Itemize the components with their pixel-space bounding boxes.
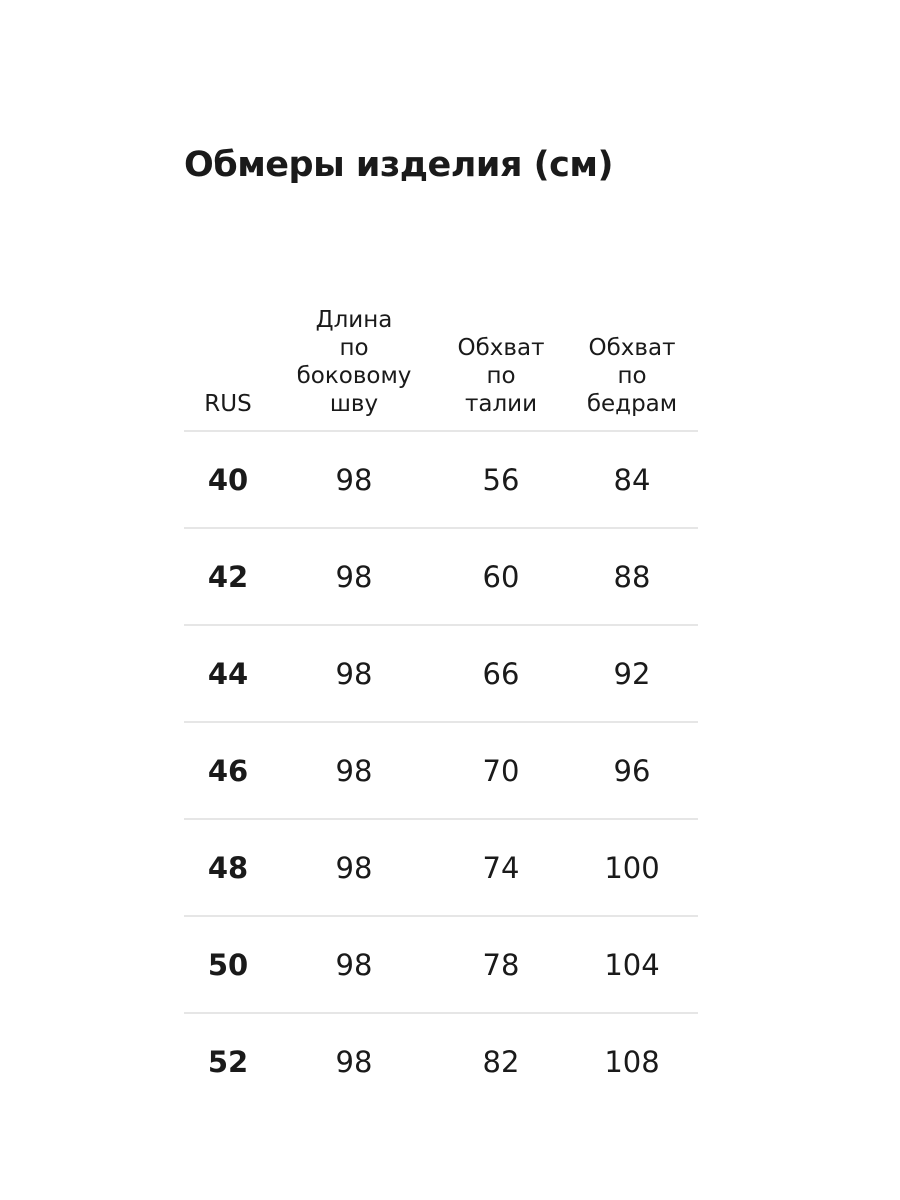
header-rus-line: RUS [204, 391, 252, 417]
header-waist-line-3: талии [464, 391, 538, 417]
side-seam-cell: 98 [272, 431, 436, 528]
side-seam-cell: 98 [272, 625, 436, 722]
header-hips-line-1: Обхват [588, 335, 676, 361]
header-hips [566, 270, 698, 431]
side-seam-cell: 98 [272, 722, 436, 819]
header-waist [436, 270, 566, 431]
table-row [184, 722, 698, 819]
header-waist-line-1: Обхват [457, 335, 545, 361]
table-header [184, 270, 698, 431]
hips-cell: 100 [566, 819, 698, 916]
header-side-seam-line-4: шву [329, 391, 379, 417]
header-hips-line-3: бедрам [586, 391, 678, 417]
size-cell: 48 [184, 819, 272, 916]
hips-cell: 108 [604, 1044, 660, 1079]
page-title: Обмеры изделия (см) [184, 145, 613, 186]
size-chart-table [184, 270, 698, 1109]
size-cell: 52 [207, 1044, 249, 1079]
table-row [184, 916, 698, 1013]
hips-cell: 92 [566, 625, 698, 722]
hips-cell: 88 [566, 528, 698, 625]
waist-cell: 56 [436, 431, 566, 528]
hips-cell: 96 [566, 722, 698, 819]
header-hips-line-2: по [617, 363, 647, 389]
side-seam-cell: 98 [335, 1044, 373, 1079]
header-row [184, 270, 698, 431]
table-row [184, 1013, 698, 1109]
size-cell: 50 [184, 916, 272, 1013]
waist-cell: 60 [436, 528, 566, 625]
header-rus [184, 270, 272, 431]
header-side-seam-line-2: по [339, 335, 369, 361]
size-cell: 46 [184, 722, 272, 819]
side-seam-cell: 98 [272, 528, 436, 625]
side-seam-cell: 98 [272, 819, 436, 916]
size-cell: 40 [184, 431, 272, 528]
header-side-seam-line-3: боковому [296, 363, 412, 389]
waist-cell: 78 [436, 916, 566, 1013]
waist-cell: 66 [436, 625, 566, 722]
waist-cell: 82 [482, 1044, 520, 1079]
table-row [184, 819, 698, 916]
header-side-seam-line-1: Длина [315, 307, 393, 333]
size-cell: 44 [184, 625, 272, 722]
size-cell: 42 [184, 528, 272, 625]
table-row [184, 528, 698, 625]
table-row [184, 625, 698, 722]
waist-cell: 70 [436, 722, 566, 819]
header-side-seam-length [272, 270, 436, 431]
waist-cell: 74 [436, 819, 566, 916]
table-body [184, 431, 698, 1109]
table-row [184, 431, 698, 528]
header-waist-line-2: по [486, 363, 516, 389]
side-seam-cell: 98 [272, 916, 436, 1013]
hips-cell: 104 [566, 916, 698, 1013]
hips-cell: 84 [566, 431, 698, 528]
